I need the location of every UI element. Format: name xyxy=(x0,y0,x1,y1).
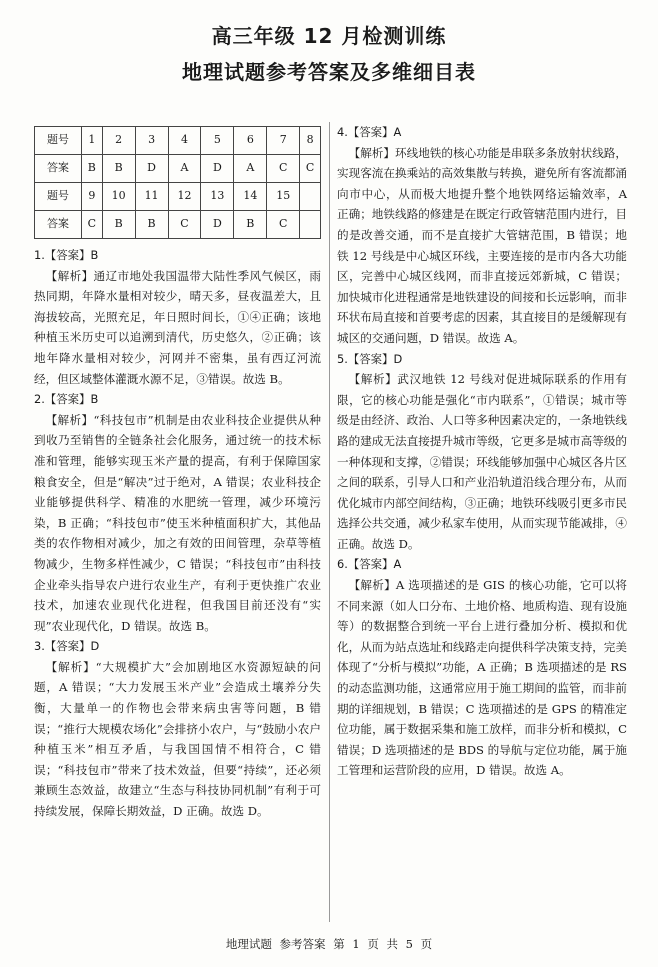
table-cell: 2 xyxy=(102,127,135,155)
question-5 xyxy=(337,349,627,555)
table-label: 答案 xyxy=(35,155,82,183)
table-cell: 14 xyxy=(234,183,267,211)
table-cell: 15 xyxy=(267,183,300,211)
question-2 xyxy=(34,389,321,636)
table-cell: 5 xyxy=(201,127,234,155)
analysis-text: 【解析】A 选项描述的是 GIS 的核心功能，它可以将不同来源（如人口分布、土地价格、地质构造、现有设施等）的数据整合到统一平台上进行叠加分析、模拟和优化，从而为站点选址和线路走向提供科学决策支持，完美体现了“分析与模拟”功能，A 正确；B 选项描述的是 RS 的动态监测功能，这通常应用于施工期间的监管，而非前期的详细规划，B 错误；C 选项描述的是 GPS 的精准定位功能，属于数据采集和施工放样，而非分析和模拟，C 错误；D 选项描述的是 BDS 的导航与定位功能，属于施工管理和运营阶段的应用，D 错误。故选 A。 xyxy=(337,578,627,778)
table-cell: D xyxy=(201,155,234,183)
table-cell: B xyxy=(102,211,135,239)
question-number: 2. xyxy=(34,392,45,407)
table-cell: D xyxy=(135,155,168,183)
table-cell: C xyxy=(168,211,201,239)
analysis-text: 【解析】通辽市地处我国温带大陆性季风气候区，雨热同期，年降水量相对较少，晴天多，昼夜温差大，且海拔较高，光照充足，年日照时间长，①④正确；该地种植玉米历史可以追溯到清代，历史悠久，②正确；该地年降水量相对较少，河网并不密集，虽有西辽河流经，但区域整体灌溉水源不足，③错误。故选 B。 xyxy=(34,268,321,386)
question-3 xyxy=(34,636,321,821)
question-1 xyxy=(34,245,321,389)
table-cell: B xyxy=(234,211,267,239)
table-label: 题号 xyxy=(35,183,82,211)
table-cell: 1 xyxy=(82,127,103,155)
table-cell: C xyxy=(300,155,321,183)
table-row xyxy=(35,127,321,155)
table-cell: 6 xyxy=(234,127,267,155)
table-cell: D xyxy=(201,211,234,239)
table-cell: C xyxy=(267,211,300,239)
table-row xyxy=(35,211,321,239)
table-label: 答案 xyxy=(35,211,82,239)
footer-doc: 参考答案 xyxy=(279,937,326,951)
answer-line xyxy=(337,554,627,575)
question-6 xyxy=(337,554,627,781)
analysis-text: 【解析】环线地铁的核心功能是串联多条放射状线路，实现客流在换乘站的高效集散与转换，避免所有客流都涌向市中心，从而极大地提升整个地铁网络运输效率，A 正确；地铁线路的修建是在既定行政管辖范围内进行，目的是改善交通，而不是直接扩大管辖范围，B 错误；地铁 12 号线是中心城区环线，主要连接的是市内各大功能区，完善中心城区线网，而非直接远郊新城，C 错误；加快城市化进程通常是地铁建设的间接和长远影响，而非环状布局直接和首要考虑的因素，其直接目的是缓解现有城区的交通问题，D 错误。故选 A。 xyxy=(337,145,627,345)
table-cell: B xyxy=(135,211,168,239)
left-column xyxy=(34,126,321,822)
table-cell: 8 xyxy=(300,127,321,155)
table-cell: 7 xyxy=(267,127,300,155)
answer-line xyxy=(34,245,321,266)
table-cell: C xyxy=(267,155,300,183)
answer-line xyxy=(337,349,627,370)
answer-key: 【答案】B xyxy=(44,392,99,407)
table-cell: A xyxy=(234,155,267,183)
footer-subject: 地理试题 xyxy=(225,937,272,951)
question-number: 1. xyxy=(34,248,45,262)
answer-line xyxy=(34,636,321,657)
table-cell: C xyxy=(82,211,103,239)
table-cell: B xyxy=(102,155,135,183)
table-cell: 13 xyxy=(201,183,234,211)
table-cell: B xyxy=(82,155,103,183)
table-cell xyxy=(300,211,321,239)
table-cell: 4 xyxy=(168,127,201,155)
question-4 xyxy=(337,122,627,349)
answer-key: 【答案】B xyxy=(44,248,99,262)
answer-key: 【答案】D xyxy=(347,351,403,366)
table-cell: 11 xyxy=(135,183,168,211)
table-cell: 10 xyxy=(102,183,135,211)
table-label: 题号 xyxy=(35,127,82,155)
answer-line xyxy=(34,389,321,410)
analysis-text: 【解析】武汉地铁 12 号线对促进城际联系的作用有限，它的核心功能是强化“市内联系”，①错误；城市等级是由经济、政治、人口等多种因素决定的，一条地铁线路的建成无法直接提升城市等级，它更多是城市高等级的一种体现和支撑，②错误；环线能够加强中心城区各片区之间的联系，引导人口和产业沿轨道沿线合理分布，从而优化城市内部空间结构，③正确；地铁环线吸引更多市民选择公共交通，减少私家车使用，从而实现节能减排，④正确。故选 D。 xyxy=(337,372,627,551)
question-number: 5. xyxy=(337,351,348,366)
page-footer xyxy=(0,936,658,952)
table-row xyxy=(35,155,321,183)
column-divider xyxy=(329,122,330,922)
question-number: 4. xyxy=(337,125,348,139)
answer-table xyxy=(34,126,321,239)
analysis-text: 【解析】“科技包市”机制是由农业科技企业提供从种到收乃至销售的全链条社会化服务，通过统一的技术标准和管理，能够实现玉米产量的提高，有利于保障国家粮食安全，但是“解决”过于绝对，A 错误；农业科技企业能够提供科学、精准的水肥统一管理，减少环境污染，B 正确；“科技包市”使玉米种植面积扩大，其他品类的农作物相对减少，加之有效的田间管理，杂草等植物减少，生物多样性减少，C 错误；“科技包市”由科技企业牵头指导农户进行农业生产，有利于更快推广农业技术，加速农业现代化进程，但我国目前还没有“实现”农业现代化，D 错误。故选 B。 xyxy=(34,412,321,633)
answer-key: 【答案】D xyxy=(44,639,100,654)
page-subtitle: 地理试题参考答案及多维细目表 xyxy=(182,60,476,84)
answer-line xyxy=(337,122,627,143)
table-cell: 12 xyxy=(168,183,201,211)
answer-key: 【答案】A xyxy=(347,125,402,139)
table-cell: A xyxy=(168,155,201,183)
table-cell: 3 xyxy=(135,127,168,155)
table-cell: 9 xyxy=(82,183,103,211)
footer-page: 第 1 页 xyxy=(333,937,379,951)
answer-key: 【答案】A xyxy=(347,557,402,572)
footer-total: 共 5 页 xyxy=(386,937,433,951)
table-row xyxy=(35,183,321,211)
right-column xyxy=(337,122,627,781)
page-title: 高三年级 12 月检测训练 xyxy=(211,24,447,48)
question-number: 3. xyxy=(34,639,45,654)
table-cell xyxy=(300,183,321,211)
question-number: 6. xyxy=(337,557,348,572)
analysis-text: 【解析】“大规模扩大”会加剧地区水资源短缺的问题，A 错误；“大力发展玉米产业”会造成土壤养分失衡，大量单一的作物也会带来病虫害等问题，B 错误；“推行大规模农场化”会排挤小农户，与“鼓励小农户种植玉米”相互矛盾，与我国国情不相符合，C 错误；“科技包市”带来了技术效益，但要“持续”，还必须兼顾生态效益，故建立“生态与科技协同机制”有利于可持续发展，保障长期效益，D 正确。故选 D。 xyxy=(34,659,321,819)
